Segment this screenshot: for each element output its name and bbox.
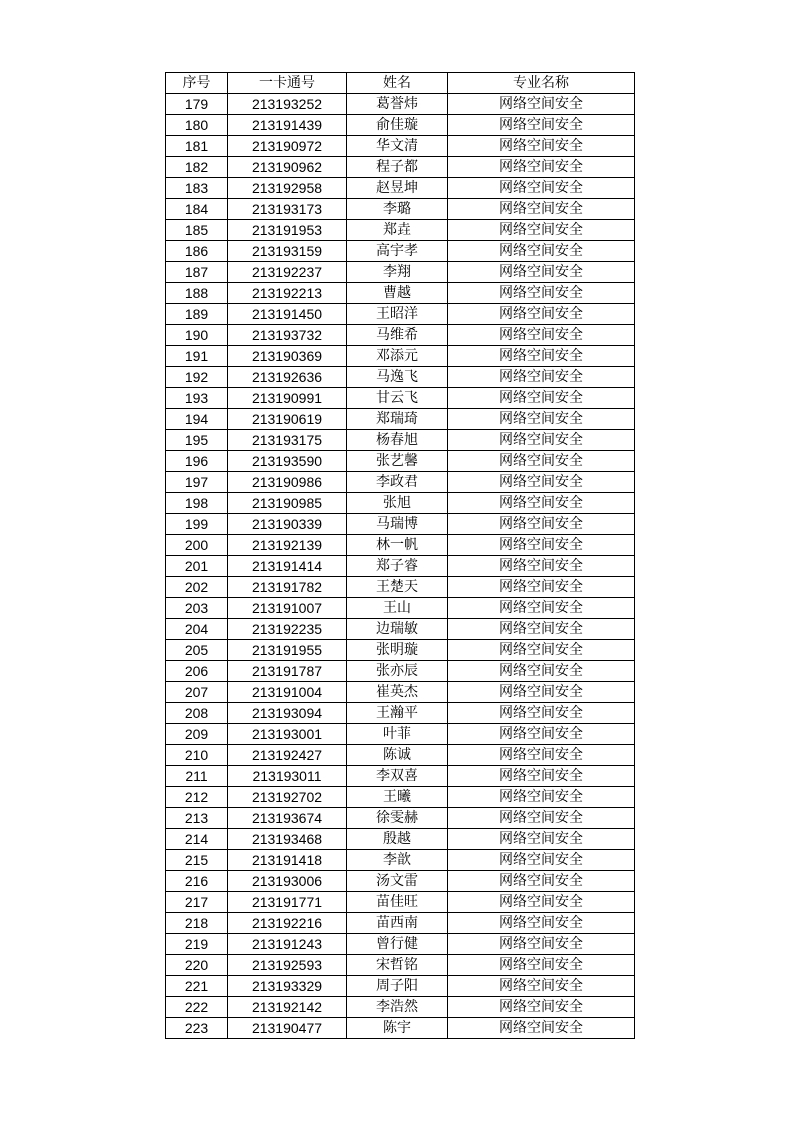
cell-major: 网络空间安全 [448, 220, 635, 241]
cell-major: 网络空间安全 [448, 955, 635, 976]
cell-name: 马维希 [347, 325, 448, 346]
table-row [166, 157, 635, 178]
table-row [166, 304, 635, 325]
cell-major: 网络空间安全 [448, 451, 635, 472]
cell-name: 李歆 [347, 850, 448, 871]
cell-name: 张旭 [347, 493, 448, 514]
table-row [166, 115, 635, 136]
cell-major: 网络空间安全 [448, 892, 635, 913]
cell-card-number: 213193094 [228, 703, 347, 724]
cell-card-number: 213192216 [228, 913, 347, 934]
cell-name: 郑垚 [347, 220, 448, 241]
cell-card-number: 213191782 [228, 577, 347, 598]
cell-card-number: 213193590 [228, 451, 347, 472]
cell-name: 汤文雷 [347, 871, 448, 892]
cell-name: 王昭洋 [347, 304, 448, 325]
cell-name: 崔英杰 [347, 682, 448, 703]
table-row [166, 640, 635, 661]
cell-index: 181 [166, 136, 228, 157]
cell-index: 214 [166, 829, 228, 850]
cell-major: 网络空间安全 [448, 619, 635, 640]
cell-name: 陈宇 [347, 1018, 448, 1039]
cell-name: 王楚天 [347, 577, 448, 598]
cell-major: 网络空间安全 [448, 388, 635, 409]
table-row [166, 913, 635, 934]
cell-name: 赵昱坤 [347, 178, 448, 199]
table-row [166, 220, 635, 241]
cell-index: 186 [166, 241, 228, 262]
cell-card-number: 213191955 [228, 640, 347, 661]
cell-card-number: 213190619 [228, 409, 347, 430]
cell-name: 苗佳旺 [347, 892, 448, 913]
cell-major: 网络空间安全 [448, 325, 635, 346]
cell-major: 网络空间安全 [448, 241, 635, 262]
cell-major: 网络空间安全 [448, 493, 635, 514]
cell-major: 网络空间安全 [448, 409, 635, 430]
cell-major: 网络空间安全 [448, 598, 635, 619]
table-row [166, 178, 635, 199]
cell-name: 张亦辰 [347, 661, 448, 682]
cell-major: 网络空间安全 [448, 1018, 635, 1039]
table-body [166, 94, 635, 1039]
cell-index: 218 [166, 913, 228, 934]
cell-card-number: 213192593 [228, 955, 347, 976]
student-roster-table [165, 72, 635, 1039]
table-row [166, 745, 635, 766]
cell-index: 191 [166, 346, 228, 367]
cell-card-number: 213190962 [228, 157, 347, 178]
cell-card-number: 213193252 [228, 94, 347, 115]
cell-card-number: 213193173 [228, 199, 347, 220]
cell-name: 曾行健 [347, 934, 448, 955]
table-row [166, 997, 635, 1018]
header-row [166, 73, 635, 94]
cell-card-number: 213193006 [228, 871, 347, 892]
cell-index: 195 [166, 430, 228, 451]
cell-card-number: 213192237 [228, 262, 347, 283]
cell-name: 曹越 [347, 283, 448, 304]
column-header-major: 专业名称 [448, 73, 635, 94]
cell-index: 188 [166, 283, 228, 304]
cell-name: 杨春旭 [347, 430, 448, 451]
cell-name: 殷越 [347, 829, 448, 850]
cell-index: 200 [166, 535, 228, 556]
table-row [166, 451, 635, 472]
table-row [166, 871, 635, 892]
cell-major: 网络空间安全 [448, 913, 635, 934]
table-row [166, 787, 635, 808]
cell-index: 210 [166, 745, 228, 766]
cell-card-number: 213190986 [228, 472, 347, 493]
table-row [166, 1018, 635, 1039]
table-row [166, 325, 635, 346]
cell-index: 207 [166, 682, 228, 703]
cell-index: 217 [166, 892, 228, 913]
cell-card-number: 213193732 [228, 325, 347, 346]
cell-major: 网络空间安全 [448, 871, 635, 892]
cell-major: 网络空间安全 [448, 787, 635, 808]
cell-index: 222 [166, 997, 228, 1018]
cell-index: 199 [166, 514, 228, 535]
cell-major: 网络空间安全 [448, 808, 635, 829]
cell-index: 203 [166, 598, 228, 619]
cell-name: 张艺馨 [347, 451, 448, 472]
cell-major: 网络空间安全 [448, 703, 635, 724]
cell-index: 180 [166, 115, 228, 136]
cell-name: 华文清 [347, 136, 448, 157]
cell-name: 郑子睿 [347, 556, 448, 577]
cell-index: 183 [166, 178, 228, 199]
cell-index: 206 [166, 661, 228, 682]
table-row [166, 472, 635, 493]
cell-card-number: 213193001 [228, 724, 347, 745]
cell-major: 网络空间安全 [448, 934, 635, 955]
cell-card-number: 213191414 [228, 556, 347, 577]
table-row [166, 955, 635, 976]
cell-major: 网络空间安全 [448, 661, 635, 682]
cell-index: 187 [166, 262, 228, 283]
cell-index: 215 [166, 850, 228, 871]
cell-name: 李璐 [347, 199, 448, 220]
cell-name: 徐雯赫 [347, 808, 448, 829]
cell-major: 网络空间安全 [448, 829, 635, 850]
cell-index: 190 [166, 325, 228, 346]
table-row [166, 409, 635, 430]
table-row [166, 346, 635, 367]
cell-card-number: 213193674 [228, 808, 347, 829]
table-row [166, 766, 635, 787]
cell-card-number: 213192702 [228, 787, 347, 808]
cell-index: 223 [166, 1018, 228, 1039]
cell-name: 王曦 [347, 787, 448, 808]
cell-card-number: 213191004 [228, 682, 347, 703]
table-row [166, 367, 635, 388]
cell-major: 网络空间安全 [448, 283, 635, 304]
cell-card-number: 213191953 [228, 220, 347, 241]
cell-index: 204 [166, 619, 228, 640]
table-row [166, 724, 635, 745]
table-row [166, 850, 635, 871]
column-header-name: 姓名 [347, 73, 448, 94]
cell-name: 郑瑞琦 [347, 409, 448, 430]
cell-card-number: 213191439 [228, 115, 347, 136]
cell-major: 网络空间安全 [448, 745, 635, 766]
cell-name: 宋哲铭 [347, 955, 448, 976]
cell-index: 201 [166, 556, 228, 577]
table-row [166, 682, 635, 703]
cell-card-number: 213191243 [228, 934, 347, 955]
cell-index: 193 [166, 388, 228, 409]
table-row [166, 829, 635, 850]
table-row [166, 892, 635, 913]
cell-card-number: 213192142 [228, 997, 347, 1018]
cell-name: 叶菲 [347, 724, 448, 745]
cell-card-number: 213192213 [228, 283, 347, 304]
cell-name: 李翔 [347, 262, 448, 283]
cell-index: 213 [166, 808, 228, 829]
cell-card-number: 213193175 [228, 430, 347, 451]
cell-major: 网络空间安全 [448, 535, 635, 556]
cell-major: 网络空间安全 [448, 976, 635, 997]
cell-major: 网络空间安全 [448, 304, 635, 325]
cell-index: 192 [166, 367, 228, 388]
cell-name: 邓添元 [347, 346, 448, 367]
cell-index: 194 [166, 409, 228, 430]
cell-card-number: 213191450 [228, 304, 347, 325]
cell-index: 184 [166, 199, 228, 220]
cell-major: 网络空间安全 [448, 766, 635, 787]
table-row [166, 619, 635, 640]
cell-card-number: 213190477 [228, 1018, 347, 1039]
cell-name: 程子都 [347, 157, 448, 178]
cell-major: 网络空间安全 [448, 199, 635, 220]
cell-card-number: 213191787 [228, 661, 347, 682]
cell-card-number: 213192235 [228, 619, 347, 640]
cell-card-number: 213190985 [228, 493, 347, 514]
table-row [166, 808, 635, 829]
cell-card-number: 213190972 [228, 136, 347, 157]
cell-card-number: 213193468 [228, 829, 347, 850]
table-row [166, 283, 635, 304]
cell-name: 马瑞博 [347, 514, 448, 535]
cell-index: 185 [166, 220, 228, 241]
cell-name: 俞佳璇 [347, 115, 448, 136]
cell-major: 网络空间安全 [448, 178, 635, 199]
cell-index: 197 [166, 472, 228, 493]
cell-index: 182 [166, 157, 228, 178]
cell-card-number: 213193011 [228, 766, 347, 787]
cell-index: 198 [166, 493, 228, 514]
cell-index: 189 [166, 304, 228, 325]
cell-index: 179 [166, 94, 228, 115]
cell-name: 王瀚平 [347, 703, 448, 724]
cell-name: 陈诚 [347, 745, 448, 766]
table-header [166, 73, 635, 94]
table-row [166, 199, 635, 220]
table-row [166, 598, 635, 619]
cell-card-number: 213191771 [228, 892, 347, 913]
cell-major: 网络空间安全 [448, 157, 635, 178]
table-row [166, 94, 635, 115]
cell-card-number: 213190991 [228, 388, 347, 409]
cell-major: 网络空间安全 [448, 997, 635, 1018]
cell-name: 王山 [347, 598, 448, 619]
cell-major: 网络空间安全 [448, 850, 635, 871]
cell-name: 苗西南 [347, 913, 448, 934]
cell-name: 张明璇 [347, 640, 448, 661]
cell-major: 网络空间安全 [448, 556, 635, 577]
table-row [166, 430, 635, 451]
cell-index: 209 [166, 724, 228, 745]
cell-major: 网络空间安全 [448, 136, 635, 157]
table-row [166, 556, 635, 577]
cell-index: 202 [166, 577, 228, 598]
cell-name: 李浩然 [347, 997, 448, 1018]
table-row [166, 703, 635, 724]
table-row [166, 514, 635, 535]
cell-index: 208 [166, 703, 228, 724]
cell-index: 212 [166, 787, 228, 808]
cell-card-number: 213190339 [228, 514, 347, 535]
cell-name: 甘云飞 [347, 388, 448, 409]
cell-major: 网络空间安全 [448, 115, 635, 136]
cell-card-number: 213190369 [228, 346, 347, 367]
cell-index: 216 [166, 871, 228, 892]
cell-major: 网络空间安全 [448, 94, 635, 115]
column-header-card-number: 一卡通号 [228, 73, 347, 94]
cell-card-number: 213193329 [228, 976, 347, 997]
cell-name: 马逸飞 [347, 367, 448, 388]
cell-major: 网络空间安全 [448, 472, 635, 493]
cell-card-number: 213192958 [228, 178, 347, 199]
cell-index: 219 [166, 934, 228, 955]
table-row [166, 976, 635, 997]
cell-index: 221 [166, 976, 228, 997]
table-row [166, 934, 635, 955]
cell-major: 网络空间安全 [448, 514, 635, 535]
table-row [166, 535, 635, 556]
cell-index: 196 [166, 451, 228, 472]
cell-major: 网络空间安全 [448, 640, 635, 661]
cell-name: 边瑞敏 [347, 619, 448, 640]
cell-card-number: 213191418 [228, 850, 347, 871]
cell-name: 李双喜 [347, 766, 448, 787]
cell-major: 网络空间安全 [448, 577, 635, 598]
cell-major: 网络空间安全 [448, 346, 635, 367]
table-row [166, 661, 635, 682]
column-header-index: 序号 [166, 73, 228, 94]
cell-card-number: 213193159 [228, 241, 347, 262]
cell-card-number: 213191007 [228, 598, 347, 619]
table-row [166, 262, 635, 283]
cell-name: 高宇孝 [347, 241, 448, 262]
cell-card-number: 213192636 [228, 367, 347, 388]
table-row [166, 388, 635, 409]
cell-major: 网络空间安全 [448, 262, 635, 283]
cell-major: 网络空间安全 [448, 367, 635, 388]
cell-major: 网络空间安全 [448, 430, 635, 451]
cell-card-number: 213192427 [228, 745, 347, 766]
table-row [166, 136, 635, 157]
cell-card-number: 213192139 [228, 535, 347, 556]
cell-major: 网络空间安全 [448, 682, 635, 703]
table-row [166, 493, 635, 514]
cell-name: 林一帆 [347, 535, 448, 556]
cell-index: 205 [166, 640, 228, 661]
cell-name: 葛誉炜 [347, 94, 448, 115]
cell-major: 网络空间安全 [448, 724, 635, 745]
cell-name: 李政君 [347, 472, 448, 493]
cell-index: 211 [166, 766, 228, 787]
cell-name: 周子阳 [347, 976, 448, 997]
table-row [166, 241, 635, 262]
cell-index: 220 [166, 955, 228, 976]
table-row [166, 577, 635, 598]
